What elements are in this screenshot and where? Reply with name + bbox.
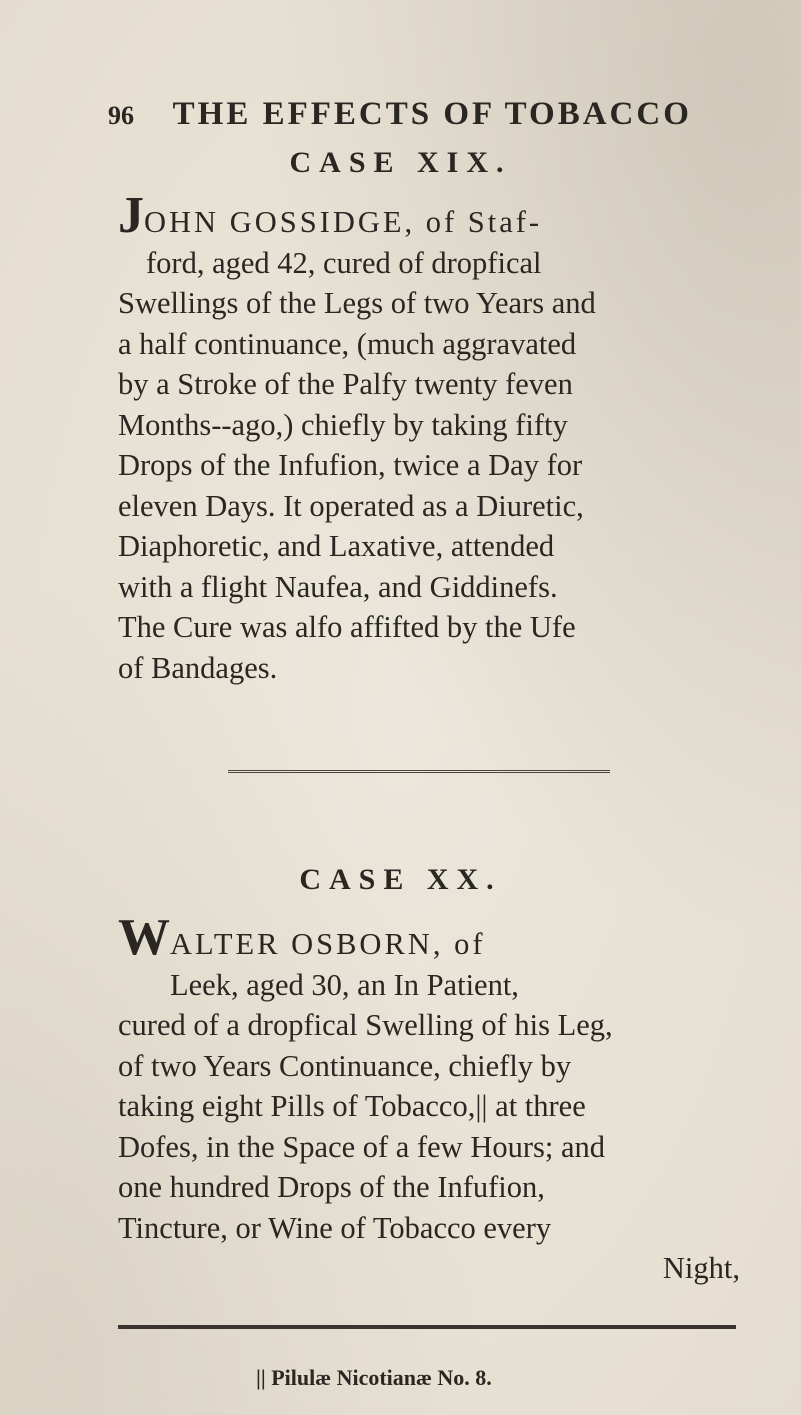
case-xx-line-2: Leek, aged 30, an In Patient, <box>170 967 519 1002</box>
case-xix-line-8: eleven Days. It operated as a Diuretic, <box>118 488 584 523</box>
case-xx-line-4: of two Years Continuance, chiefly by <box>118 1048 572 1083</box>
case-xix-line-4: a half continuance, (much aggravated <box>118 326 577 361</box>
case-xx-line-5: taking eight Pills of Tobacco,|| at three <box>118 1089 586 1123</box>
section-divider <box>228 770 610 773</box>
case-xix-line-2: ford, aged 42, cured of dropfical <box>146 245 542 280</box>
drop-cap-w: W <box>118 909 170 966</box>
footnote: || Pilulæ Nicotianæ No. 8. <box>256 1365 492 1390</box>
case-xx-heading: CASE XX. <box>299 863 502 896</box>
case-xix-line-6: Months--ago,) chiefly by taking fifty <box>118 407 568 442</box>
case-xix-line-7: Drops of the Infufion, twice a Day for <box>118 448 583 482</box>
case-xx-line-3: cured of a dropfical Swelling of his Leg, <box>118 1008 613 1042</box>
case-xix-line-1: JOHN GOSSIDGE, of Staf- <box>118 187 543 244</box>
case-xx-line-6: Dofes, in the Space of a few Hours; and <box>118 1129 606 1164</box>
case-xix-heading: CASE XIX. <box>289 146 512 179</box>
case-xix-paragraph <box>118 187 740 688</box>
case-xix-line-5: by a Stroke of the Palfy twenty feven <box>118 367 573 401</box>
drop-cap-j: J <box>118 187 144 244</box>
case-xix-line-12: of Bandages. <box>118 650 278 685</box>
page-number: 96 <box>108 101 134 130</box>
case-xix-line-11: The Cure was alfo affifted by the Ufe <box>118 610 576 644</box>
case-xix-line-10: with a flight Naufea, and Giddinefs. <box>118 569 558 604</box>
case-xx-line-7: one hundred Drops of the Infufion, <box>118 1170 545 1204</box>
case-xx-paragraph <box>118 909 740 1289</box>
case-xix-line-9: Diaphoretic, and Laxative, attended <box>118 529 555 563</box>
case-xx-line-9: Night, <box>662 1251 740 1285</box>
case-xix-line-3: Swellings of the Legs of two Years and <box>118 286 596 320</box>
running-header <box>108 96 692 133</box>
footnote-rule <box>118 1325 736 1329</box>
case-xx-line-8: Tincture, or Wine of Tobacco every <box>118 1210 552 1245</box>
case-xx-line-1: WALTER OSBORN, of <box>118 909 486 966</box>
running-title: THE EFFECTS OF TOBACCO <box>172 96 692 132</box>
